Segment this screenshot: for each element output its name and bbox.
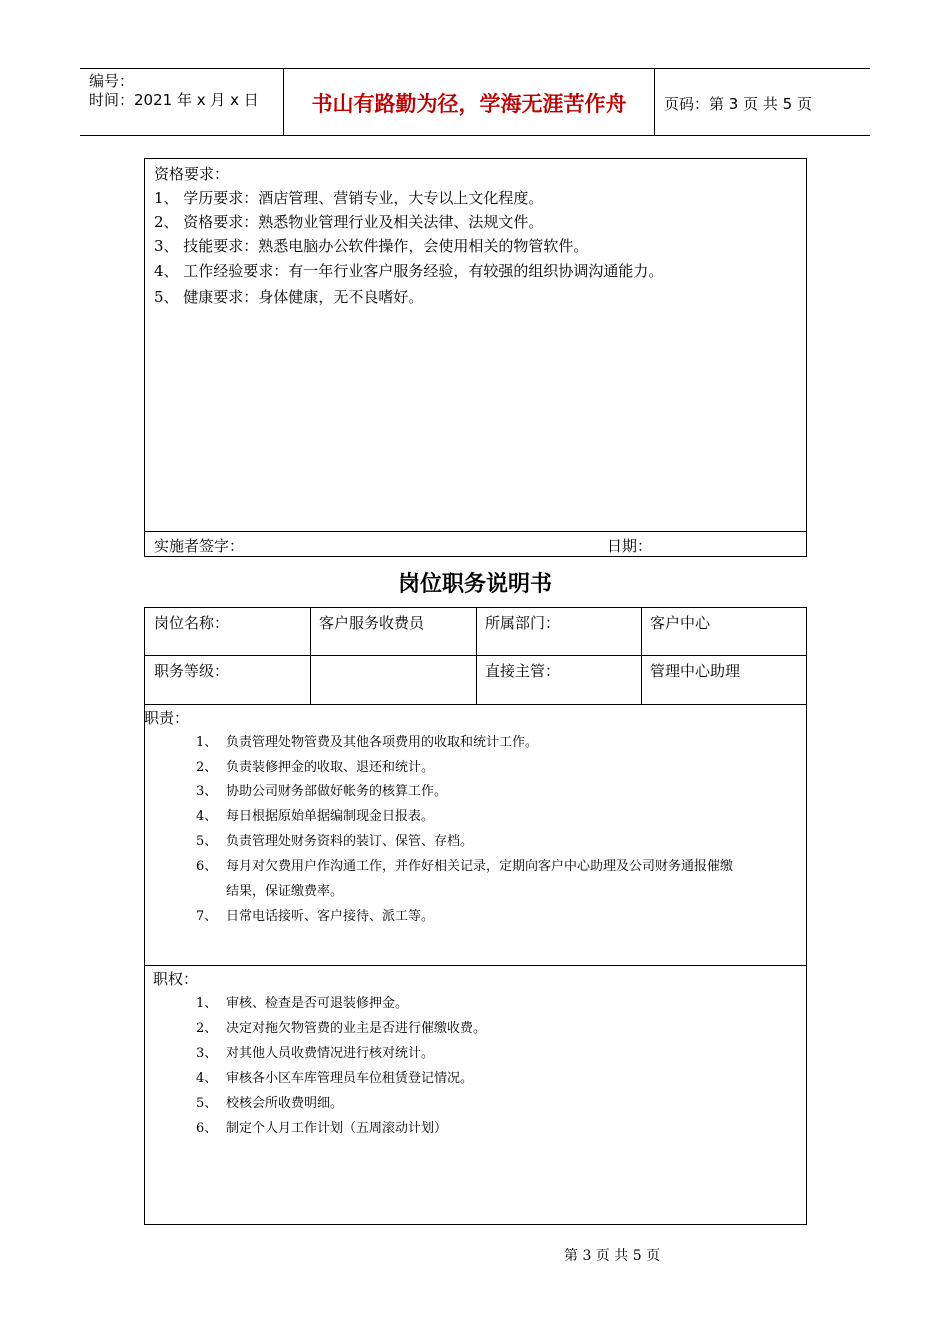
qualification-item: 3、 技能要求：熟悉电脑办公软件操作，会使用相关的物管软件。 bbox=[154, 237, 589, 255]
signature-divider bbox=[145, 531, 806, 532]
authority-number: 5、 bbox=[196, 1096, 218, 1111]
supervisor-value: 管理中心助理 bbox=[650, 662, 741, 680]
qualification-item: 1、 学历要求：酒店管理、营销专业，大专以上文化程度。 bbox=[154, 189, 544, 207]
qualifications-title: 资格要求： bbox=[154, 165, 230, 183]
supervisor-label: 直接主管： bbox=[485, 662, 561, 680]
authority-text: 制定个人月工作计划（五周滚动计划） bbox=[226, 1121, 448, 1136]
authority-number: 3、 bbox=[196, 1046, 218, 1061]
qualifications-box bbox=[144, 158, 807, 557]
table-col-divider bbox=[310, 608, 311, 704]
qualification-item: 4、 工作经验要求：有一年行业客户服务经验，有较强的组织协调沟通能力。 bbox=[154, 262, 664, 280]
authority-number: 2、 bbox=[196, 1021, 218, 1036]
header-time: 时间：2021 年 x 月 x 日 bbox=[89, 91, 259, 109]
authority-number: 1、 bbox=[196, 996, 218, 1011]
duty-number: 2、 bbox=[196, 760, 218, 775]
page-footer: 第 3 页 共 5 页 bbox=[564, 1248, 661, 1264]
duty-text: 负责管理处财务资料的装订、保管、存档。 bbox=[226, 834, 474, 849]
duty-text: 每月对欠费用户作沟通工作，并作好相关记录，定期向客户中心助理及公司财务通报催缴 bbox=[226, 859, 734, 874]
duty-number: 4、 bbox=[196, 809, 218, 824]
duty-number: 1、 bbox=[196, 735, 218, 750]
authority-title: 职权： bbox=[153, 970, 199, 988]
duty-number: 5、 bbox=[196, 834, 218, 849]
authority-number: 6、 bbox=[196, 1121, 218, 1136]
duties-title: 职责： bbox=[144, 709, 190, 727]
table-col-divider bbox=[476, 608, 477, 704]
position-value: 客户服务收费员 bbox=[319, 614, 425, 632]
authority-text: 决定对拖欠物管费的业主是否进行催缴收费。 bbox=[226, 1021, 487, 1036]
duty-number: 7、 bbox=[196, 909, 218, 924]
authority-text: 对其他人员收费情况进行核对统计。 bbox=[226, 1046, 435, 1061]
section-divider bbox=[145, 965, 806, 966]
qualification-item: 2、 资格要求：熟悉物业管理行业及相关法律、法规文件。 bbox=[154, 213, 544, 231]
job-info-table bbox=[144, 607, 807, 705]
date-label: 日期： bbox=[607, 537, 653, 555]
department-label: 所属部门： bbox=[485, 614, 561, 632]
header-number-label: 编号： bbox=[89, 72, 135, 90]
duty-text: 协助公司财务部做好帐务的核算工作。 bbox=[226, 784, 448, 799]
duty-text: 日常电话接听、客户接待、派工等。 bbox=[226, 909, 435, 924]
duty-number: 3、 bbox=[196, 784, 218, 799]
department-value: 客户中心 bbox=[650, 614, 711, 632]
duty-text: 每日根据原始单据编制现金日报表。 bbox=[226, 809, 435, 824]
duty-text: 负责装修押金的收取、退还和统计。 bbox=[226, 760, 435, 775]
authority-text: 校核会所收费明细。 bbox=[226, 1096, 344, 1111]
duty-text: 负责管理处物管费及其他各项费用的收取和统计工作。 bbox=[226, 735, 539, 750]
page-title: 岗位职务说明书 bbox=[397, 571, 552, 597]
header-motto: 书山有路勤为径，学海无涯苦作舟 bbox=[311, 92, 627, 116]
duty-number: 6、 bbox=[196, 859, 218, 874]
grade-label: 职务等级： bbox=[154, 662, 230, 680]
authority-text: 审核各小区车库管理员车位租赁登记情况。 bbox=[226, 1071, 474, 1086]
header-bottom-rule bbox=[80, 135, 870, 136]
qualification-item: 5、 健康要求：身体健康，无不良嗜好。 bbox=[154, 288, 424, 306]
signature-label: 实施者签字： bbox=[154, 537, 245, 555]
header-top-rule bbox=[80, 68, 870, 69]
header-divider-right bbox=[654, 68, 655, 135]
table-col-divider bbox=[641, 608, 642, 704]
duty-text-continued: 结果，保证缴费率。 bbox=[226, 884, 344, 899]
authority-number: 4、 bbox=[196, 1071, 218, 1086]
header-page-info: 页码：第 3 页 共 5 页 bbox=[664, 95, 812, 113]
authority-text: 审核、检查是否可退装修押金。 bbox=[226, 996, 409, 1011]
position-label: 岗位名称： bbox=[154, 614, 230, 632]
